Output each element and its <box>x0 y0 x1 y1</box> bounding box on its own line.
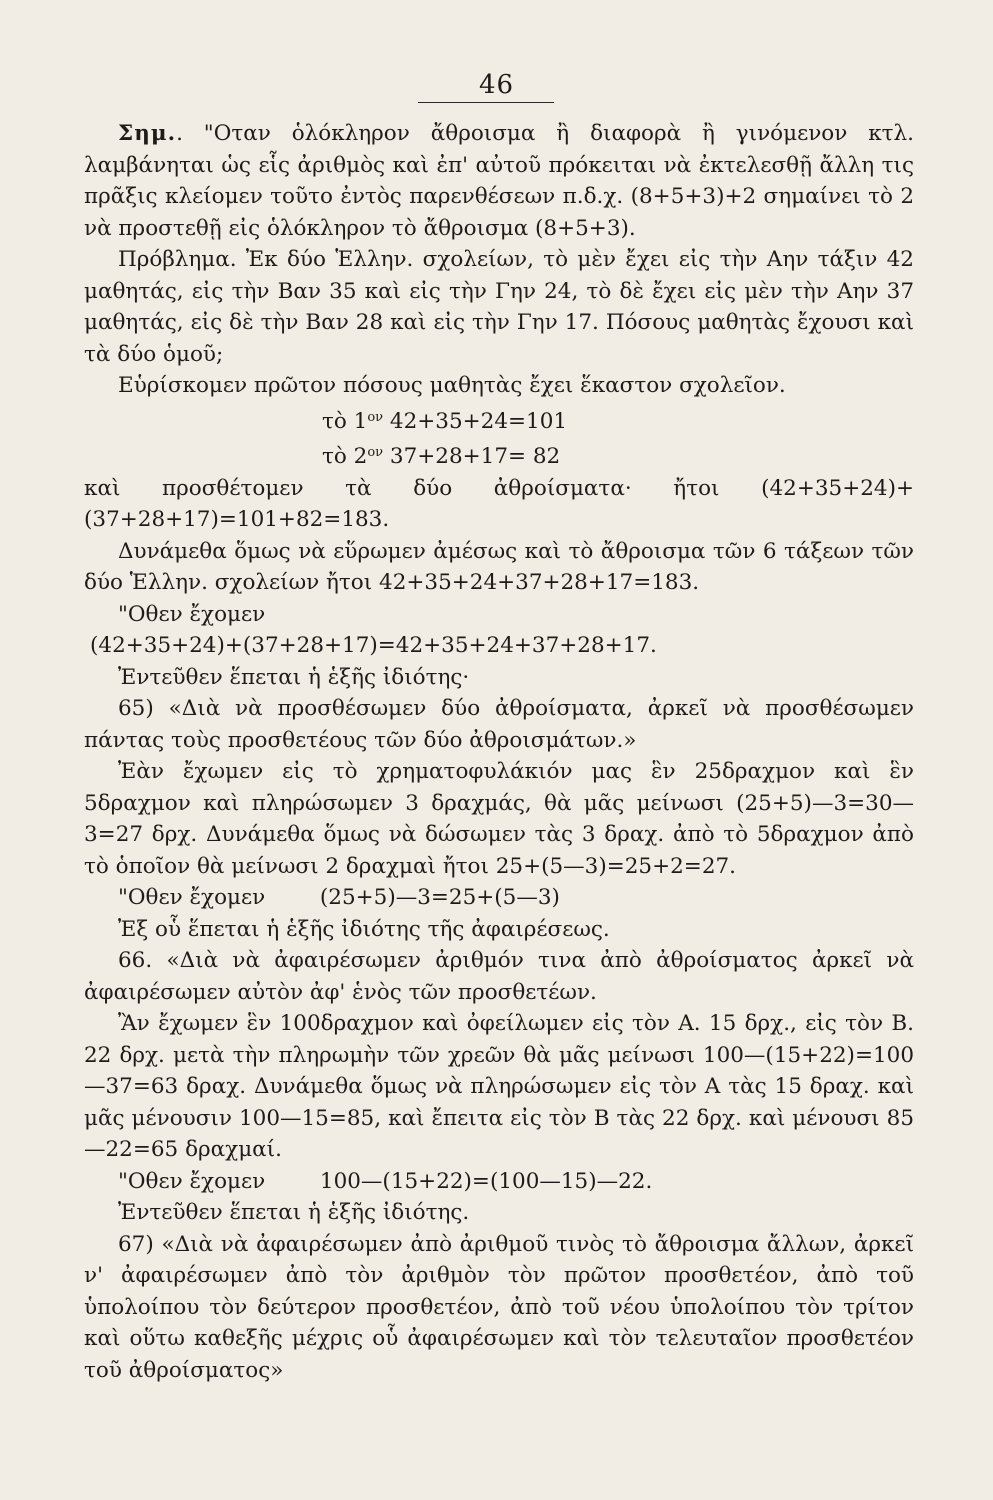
equation-2: (25+5)—3=25+(5—3) <box>319 885 560 910</box>
calc-line-1-b: 42+35+24=101 <box>383 408 568 434</box>
calc-line-2 <box>84 437 914 473</box>
hence-line-3 <box>84 1166 914 1198</box>
calc-line-2-b: 37+28+17= 82 <box>383 444 561 469</box>
direct-paragraph: Δυνάμεθα ὅμως νὰ εὕρωμεν ἀμέσως καὶ τὸ ἄθροισμα τῶν 6 τάξεων τῶν δύο Ἑλλην. σχολείων ἤτοι 42+35+24+37+28+17=183. <box>84 538 914 595</box>
calc-line-2-sup: ον <box>367 445 384 460</box>
page-number: 46 <box>478 70 515 100</box>
calc-line-2-a: τὸ 2 <box>322 444 368 469</box>
rule-67: 67) «Διὰ νὰ ἀφαιρέσωμεν ἀπὸ ἀριθμοῦ τινὸς τὸ ἄθροισμα ἄλλων, ἀρκεῖ ν' ἀφαιρέσωμεν ἀπὸ τὸν ἀριθμὸν τὸν πρῶτον προσθετέον, ἀπὸ τοῦ ὑπολοίπου τὸν δεύτερον προσθετέον, ἀπὸ τοῦ νέου ὑπολοίπου τὸν τρίτον καὶ οὕτω καθεξῆς μέχρις οὗ ἀφαιρέσωμεν καὶ τὸν τελευταῖον προσθετέον τοῦ ἀθροίσματος» <box>84 1231 914 1383</box>
rule-65: 65) «Διὰ νὰ προσθέσωμεν δύο ἀθροίσματα, ἀρκεῖ νὰ προσθέσωμεν πάντας τοὺς προσθετέους τῶν δύο ἀθροισμάτων.» <box>84 696 914 753</box>
property-line-2: Ἐξ οὗ ἕπεται ἡ ἑξῆς ἰδιότης τῆς ἀφαιρέσεως. <box>118 916 610 942</box>
calc-line-1-sup: ον <box>367 409 384 425</box>
rule-66: 66. «Διὰ νὰ ἀφαιρέσωμεν ἀριθμόν τινα ἀπὸ ἀθροίσματος ἀρκεῖ νὰ ἀφαιρέσωμεν αὐτὸν ἀφ' ἑνὸς τῶν προσθετέων. <box>84 948 914 1005</box>
hence-line-2-text: "Οθεν ἔχομεν <box>118 885 266 910</box>
header-rule <box>418 102 554 103</box>
page-body <box>84 118 914 1386</box>
hence-line-1: "Οθεν ἔχομεν <box>118 601 266 627</box>
hence-line-3-text: "Οθεν ἔχομεν <box>118 1168 266 1194</box>
calc-line-1-a: τὸ 1 <box>322 408 368 434</box>
equation-3: 100—(15+22)=(100—15)—22. <box>319 1168 653 1194</box>
add-paragraph: καὶ προσθέτομεν τὰ δύο ἀθροίσματα· ἤτοι (42+35+24)+(37+28+17)=101+82=183. <box>84 475 914 532</box>
calc-line-1 <box>84 402 914 438</box>
problem-paragraph: Πρόβλημα. Ἐκ δύο Ἑλλην. σχολείων, τὸ μὲν ἔχει εἰς τὴν Αην τάξιν 42 μαθητάς, εἰς τὴν Βαν 35 καὶ εἰς τὴν Γην 24, τὸ δὲ ἔχει εἰς μὲν τὴν Αην 37 μαθητάς, εἰς δὲ τὴν Βαν 28 καὶ εἰς τὴν Γην 17. Πόσους μαθητὰς ἔχουσι καὶ τὰ δύο ὁμοῦ; <box>84 247 914 367</box>
find-paragraph: Εὑρίσκομεν πρῶτον πόσους μαθητὰς ἔχει ἕκαστον σχολεῖον. <box>118 373 786 398</box>
property-line-3: Ἐντεῦθεν ἕπεται ἡ ἑξῆς ἰδιότης. <box>118 1200 470 1225</box>
example-66: Ἂν ἔχωμεν ἓν 100δραχμον καὶ ὀφείλωμεν εἰς τὸν Α. 15 δρχ., εἰς τὸν Β. 22 δρχ. μετὰ τὴν πληρωμὴν τῶν χρεῶν θὰ μᾶς μείνωσι 100—(15+22)=100—37=63 δραχ. Δυνάμεθα ὅμως νὰ πληρώσωμεν εἰς τὸν Α τὰς 15 δραχ. καὶ μᾶς μένουσιν 100—15=85, καὶ ἔπειτα εἰς τὸν Β τὰς 22 δρχ. καὶ μένουσι 85—22=65 δραχμαί. <box>84 1011 914 1162</box>
note-text: . "Οταν ὁλόκληρον ἄθροισμα ἢ διαφορὰ ἢ γινόμενον κτλ. λαμβάνηται ὡς εἷς ἀριθμὸς καὶ ἐπ' αὐτοῦ πρόκειται νὰ ἐκτελεσθῇ ἄλλη τις πρᾶξις κλείομεν τοῦτο ἐντὸς παρενθέσεων π.δ.χ. (8+5+3)+2 σημαίνει τὸ 2 νὰ προστεθῇ εἰς ὁλόκληρον τὸ ἄθροισμα (8+5+3). <box>84 121 914 241</box>
hence-line-2 <box>84 882 914 914</box>
note-paragraph <box>84 118 914 244</box>
note-label: Σημ. <box>118 121 177 146</box>
property-line-1: Ἐντεῦθεν ἕπεται ἡ ἑξῆς ἰδιότης· <box>118 664 470 690</box>
example-65: Ἐὰν ἔχωμεν εἰς τὸ χρηματοφυλάκιόν μας ἓν 25δραχμον καὶ ἓν 5δραχμον καὶ πληρώσωμεν 3 δραχμάς, θὰ μᾶς μείνωσι (25+5)—3=30—3=27 δρχ. Δυνάμεθα ὅμως νὰ δώσωμεν τὰς 3 δραχ. ἀπὸ τὸ 5δραχμον ἀπὸ τὸ ὁποῖον θὰ μείνωσι 2 δραχμαὶ ἤτοι 25+(5—3)=25+2=27. <box>84 759 914 879</box>
equation-1: (42+35+24)+(37+28+17)=42+35+24+37+28+17. <box>90 633 657 658</box>
